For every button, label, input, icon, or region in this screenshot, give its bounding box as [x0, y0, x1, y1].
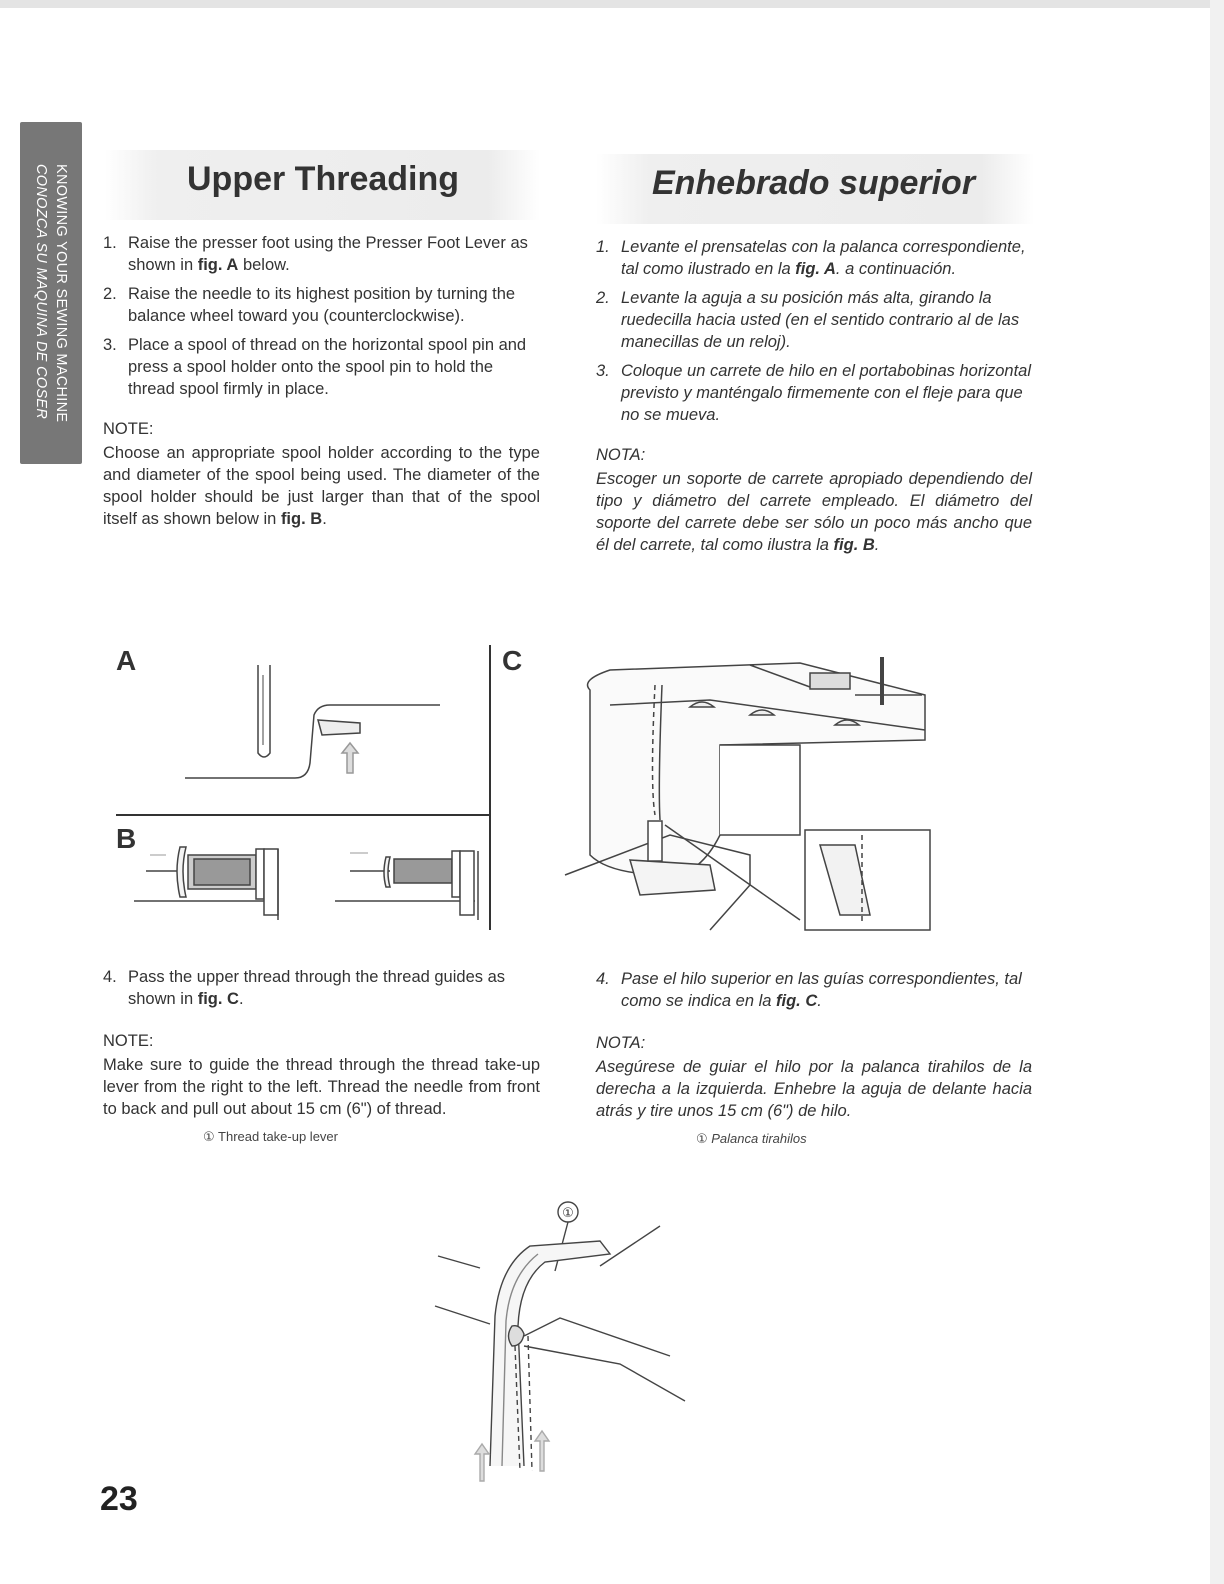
- take-up-lever-drawing: [420, 1196, 710, 1486]
- spanish-title-band: [596, 154, 1034, 224]
- figure-area: [110, 635, 1035, 935]
- spanish-note-2-heading: NOTA:: [596, 1034, 646, 1052]
- spanish-step-2: 2. Levante la aguja a su posición más alta, girando la ruedecilla hacia usted (en el sentido contrario al de las manecillas de un reloj).: [596, 289, 1020, 351]
- top-edge: [0, 0, 1224, 8]
- figure-c-label: C: [502, 645, 523, 676]
- figures-abc-drawing: [110, 635, 1035, 935]
- english-step-2: 2. Raise the needle to its highest position by turning the balance wheel toward you (counterclockwise).: [103, 285, 516, 325]
- english-title: Upper Threading: [187, 160, 460, 198]
- english-instructions: [103, 232, 540, 530]
- spanish-note-1: NOTA: Escoger un soporte de carrete apropiado dependiendo del tipo y diámetro del carrete empleado. El diámetro del soporte del carrete debe ser sólo un poco más ancho que él del carrete, tal como ilustra la fig. B.: [596, 446, 1032, 554]
- spanish-title: Enhebrado superior: [652, 164, 976, 202]
- english-step-1: 1. Raise the presser foot using the Presser Foot Lever as shown in fig. A below.: [103, 234, 528, 274]
- spanish-instructions-lower: [596, 968, 1032, 1150]
- figure-a-label: A: [116, 645, 137, 676]
- chapter-tab: [20, 122, 82, 464]
- spanish-callout: ① Palanca tirahilos: [696, 1131, 807, 1146]
- english-title-band: [105, 150, 540, 220]
- english-note-2: NOTE: Make sure to guide the thread through the thread take-up lever from the right to the left. Thread the needle from front to back and pull out about 15 cm (6") of thread. ① Thread take-up lever: [103, 1030, 540, 1148]
- spanish-note-1-heading: NOTA:: [596, 446, 646, 464]
- page-number: 23: [100, 1480, 138, 1518]
- right-edge: [1210, 0, 1224, 1584]
- spanish-note-2: NOTA: Asegúrese de guiar el hilo por la palanca tirahilos de la derecha a la izquierda. Enhebre la aguja de delante hacia atrás y tire unos 15 cm (6") de hilo. ① Palanca tirahilos: [596, 1032, 1032, 1150]
- english-note-1: NOTE: Choose an appropriate spool holder according to the type and diameter of the spool being used. The diameter of the spool holder should be just larger than that of the spool itself as shown below in fig. B.: [103, 420, 540, 528]
- english-step-4: 4. Pass the upper thread through the thread guides as shown in fig. C.: [103, 968, 506, 1008]
- callout-marker: ①: [562, 1206, 574, 1221]
- spanish-instructions: [596, 236, 1032, 556]
- spanish-step-1: 1. Levante el prensatelas con la palanca correspondiente, tal como ilustrado en la fig. A. a continuación.: [596, 238, 1026, 278]
- spanish-step-3: 3. Coloque un carrete de hilo en el portabobinas horizontal previsto y manténgalo firmemente con el fleje para que no se mueva.: [596, 362, 1032, 424]
- english-note-1-heading: NOTE:: [103, 420, 154, 438]
- chapter-tab-english: KNOWING YOUR SEWING MACHINE: [53, 163, 69, 423]
- english-note-2-heading: NOTE:: [103, 1032, 154, 1050]
- english-callout: ① Thread take-up lever: [203, 1129, 338, 1144]
- spanish-step-4: 4. Pase el hilo superior en las guías correspondientes, tal como se indica en la fig. C.: [596, 970, 1022, 1010]
- chapter-tab-spanish: CONOZCA SU MAQUINA DE COSER: [33, 163, 49, 419]
- english-step-3: 3. Place a spool of thread on the horizontal spool pin and press a spool holder onto the spool pin to hold the thread spool firmly in place.: [103, 336, 527, 398]
- english-instructions-lower: [103, 966, 540, 1148]
- figure-b-label: B: [116, 823, 137, 854]
